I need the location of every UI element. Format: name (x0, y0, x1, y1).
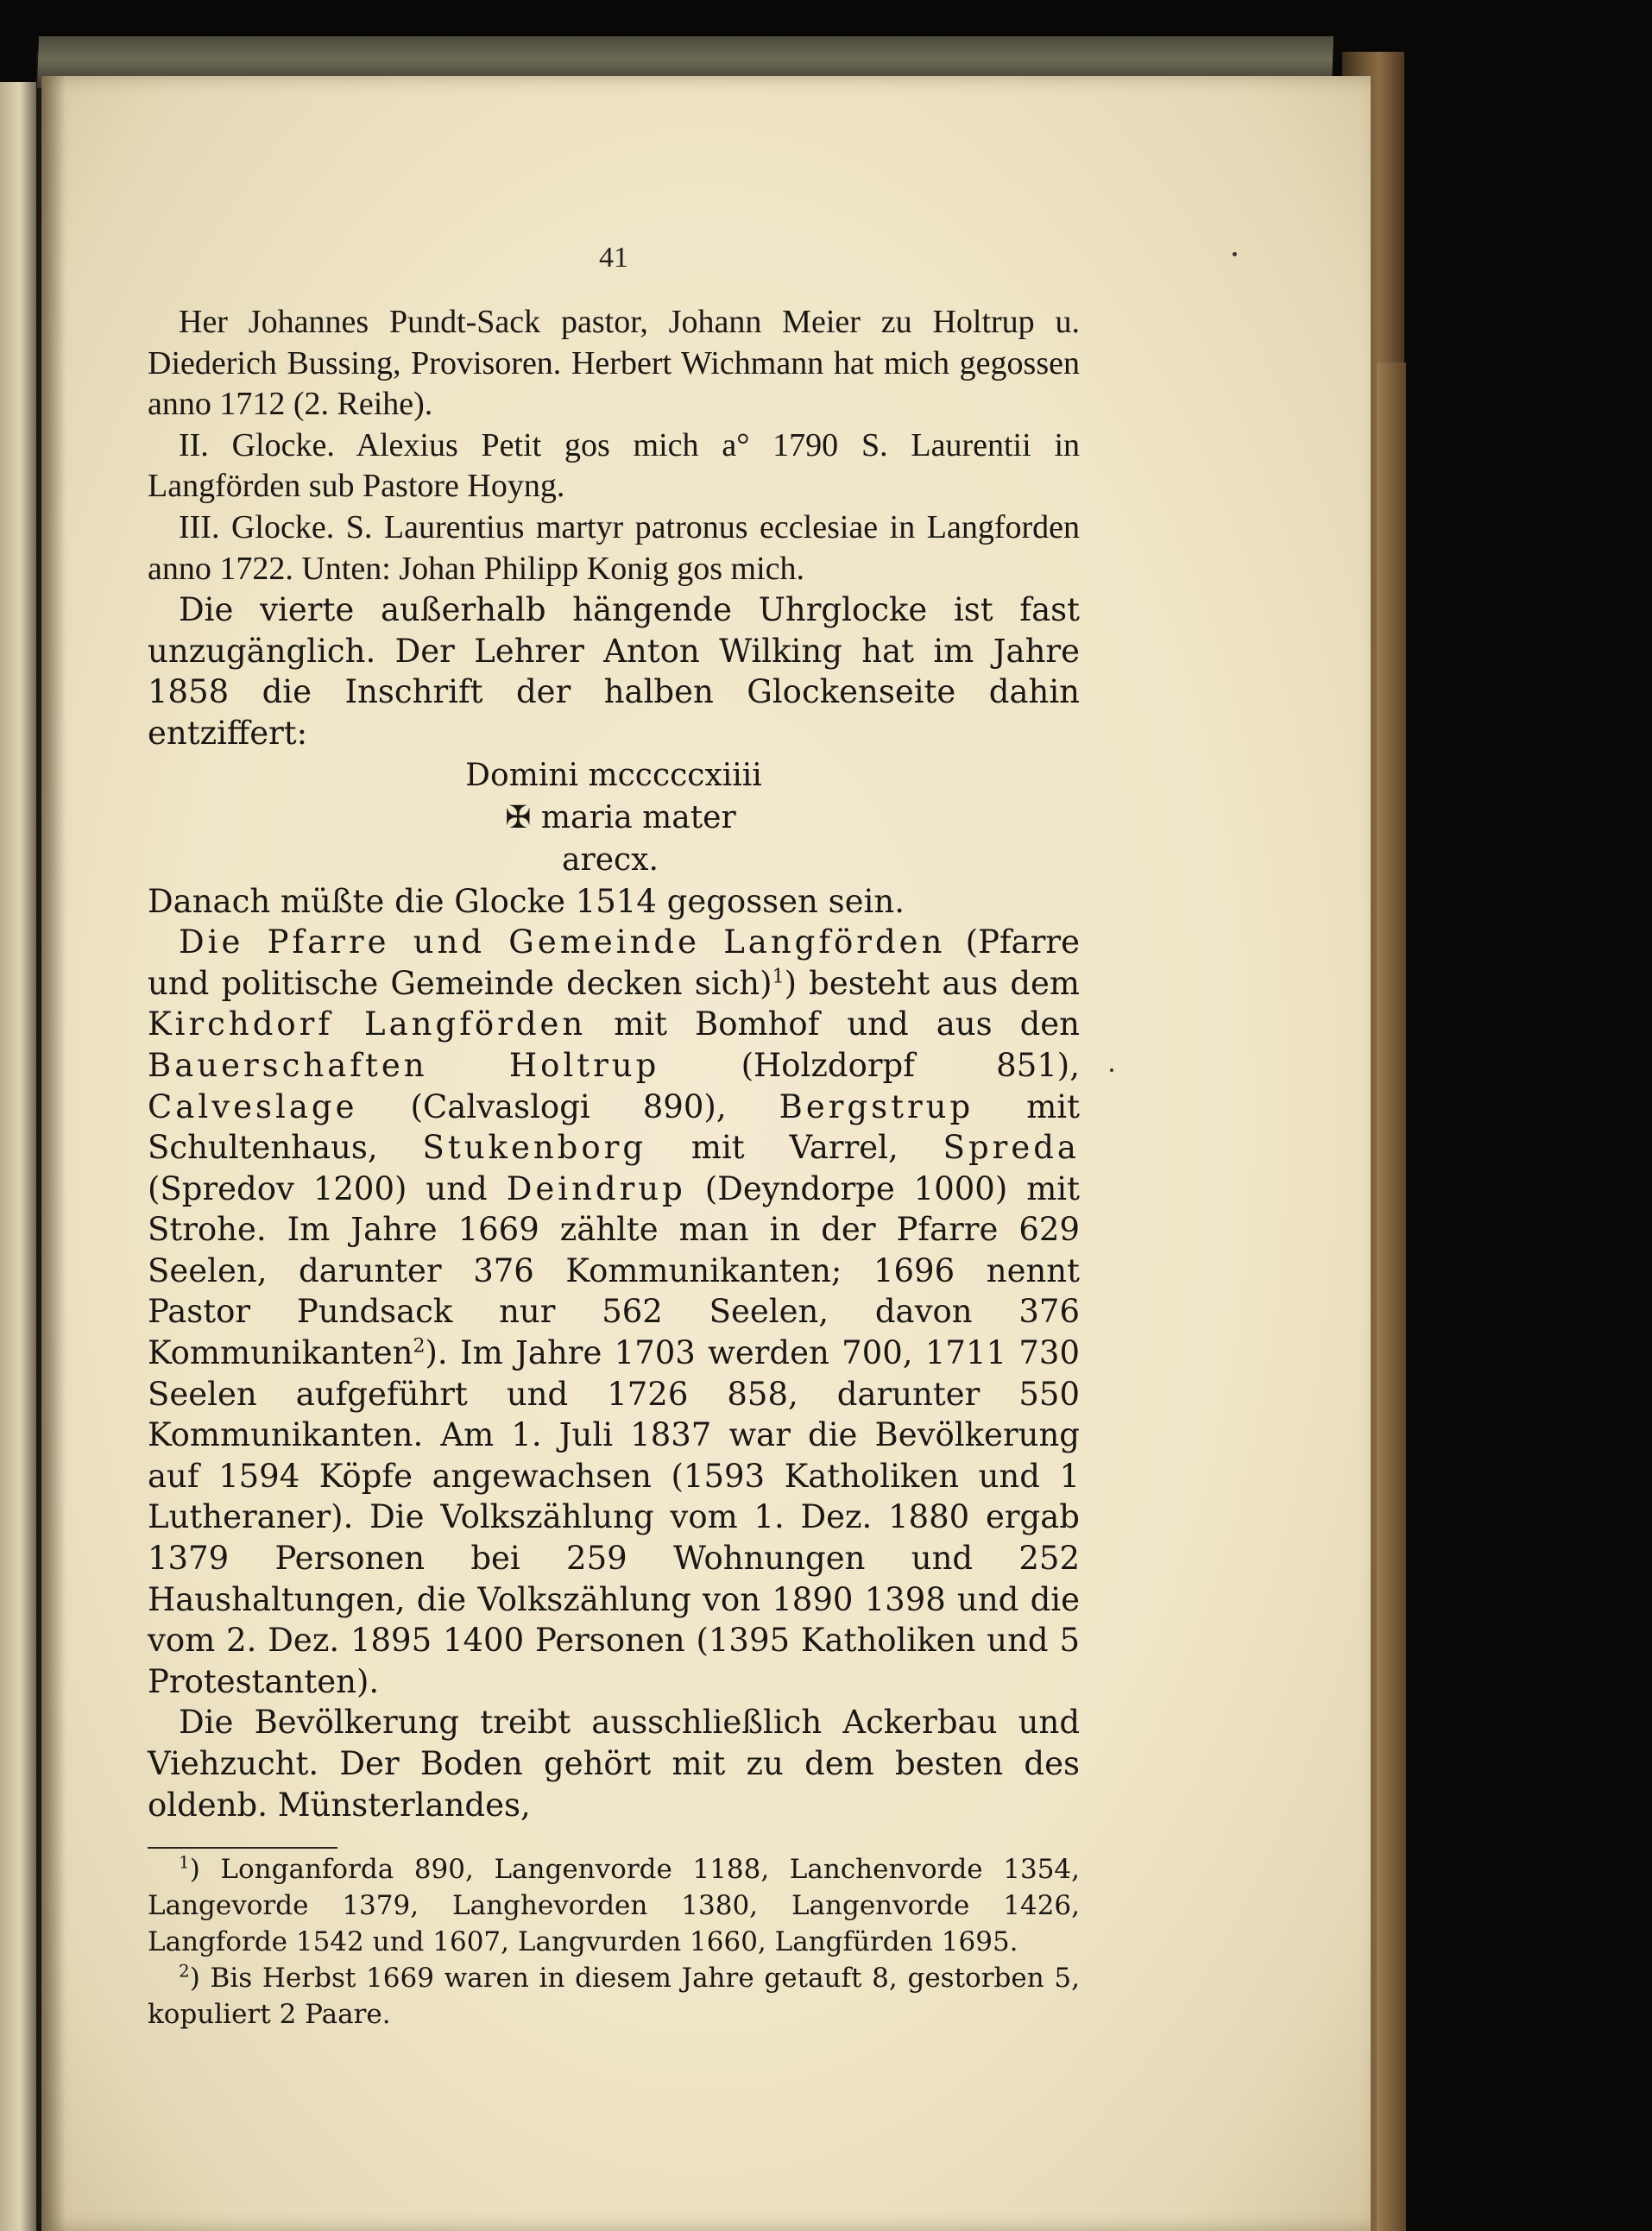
parish-part-1: (Pfarre und politische Gemeinde decken sich) (148, 923, 1080, 1002)
paper-speck (1110, 1068, 1113, 1072)
parish-kirchdorf: Kirchdorf Langförden (148, 1005, 587, 1043)
parish-lead: Die Pfarre und Gemeinde Langförden (179, 923, 946, 961)
parish-deindrup: Deindrup (506, 1169, 686, 1207)
parish-spreda: Spreda (943, 1129, 1080, 1167)
parish-part-5: (Calvaslogi 890), (410, 1087, 727, 1125)
footnotes (148, 1851, 1080, 2032)
footnote-ref-2: 2 (413, 1335, 426, 1358)
footnote-1-text: ) Longanforda 890, Langenvorde 1188, Lanchenvorde 1354, Langevorde 1379, Langhevorden 1380, Langenvorde 1426, Langforde 1542 und 1607, Langvurden 1660, Langfürden 1695. (148, 1854, 1080, 1957)
footnote-1 (148, 1851, 1080, 1960)
paragraph-second-bell: II. Glocke. Alexius Petit gos mich a° 1790 S. Laurentii in Langförden sub Pastore Hoyng. (148, 426, 1080, 505)
footnote-1-mark: 1 (179, 1851, 190, 1873)
parish-holtrup: Holtrup (508, 1046, 660, 1084)
bell-inscription (148, 754, 1080, 881)
parish-part-8: (Spredov 1200) und (148, 1169, 488, 1207)
footnote-divider (148, 1847, 337, 1849)
parish-part-7: mit Varrel, (690, 1129, 899, 1167)
parish-calveslage: Calveslage (148, 1087, 358, 1125)
book-cover-edge-inner (1377, 362, 1406, 2231)
parish-part-6: mit Schultenhaus, (148, 1087, 1081, 1167)
parish-part-2: besteht aus dem (809, 964, 1080, 1002)
body-text (148, 302, 1080, 1825)
parish-part-3: mit Bomhof und aus den (614, 1005, 1080, 1043)
paragraph-agriculture: Die Bevölkerung treibt ausschließlich Ackerbau und Viehzucht. Der Boden gehört mit zu dem besten des oldenb. Münsterlandes, (148, 1704, 1080, 1824)
parish-bergstrup: Bergstrup (779, 1087, 974, 1125)
inscription-line-1: Domini mcccccxiiii (465, 757, 762, 793)
left-page-edge (0, 82, 36, 2231)
page-fold-shadow (41, 76, 66, 2231)
parish-part-10: ). Im Jahre 1703 werden 700, 1711 730 Seelen aufgeführt und 1726 858, darunter 550 Kommunikanten. Am 1. Juli 1837 war die Bevölkerung auf 1594 Köpfe angewachsen (1593 Katholiken und 1 Lutheraner). Die Volkszählung vom 1. Dez. 1880 ergab 1379 Personen bei 259 Wohnungen und 252 Haushaltungen, die Volkszählung von 1890 1398 und die vom 2. Dez. 1895 1400 Personen (1395 Katholiken und 5 Protestanten). (148, 1334, 1080, 1700)
page-number: 41 (599, 242, 628, 274)
parish-stukenborg: Stukenborg (422, 1129, 647, 1167)
paper-speck (1233, 252, 1237, 256)
footnote-2-mark: 2 (179, 1960, 190, 1982)
parish-part-9: (Deyndorpe 1000) mit Strohe. Im Jahre 1669 zählte man in der Pfarre 629 Seelen, darunter 376 Kommunikanten; 1696 nennt Pastor Pundsack nur 562 Seelen, davon 376 Kommunikanten (148, 1169, 1081, 1372)
paragraph-fourth-bell: Die vierte außerhalb hängende Uhrglocke ist fast unzugänglich. Der Lehrer Anton Wilking hat im Jahre 1858 die Inschrift der halben Glockenseite dahin entziffert: (148, 591, 1080, 752)
footnote-2 (148, 1960, 1080, 2032)
parish-bauerschaften: Bauerschaften (148, 1046, 428, 1084)
paragraph-bell-inscription: Her Johannes Pundt-Sack pastor, Johann Meier zu Holtrup u. Diederich Bussing, Provisoren. Herbert Wichmann hat mich gegossen anno 1712 (2. Reihe). (148, 304, 1080, 423)
footnote-ref-1: 1 (772, 966, 785, 988)
paragraph-casting-date: Danach müßte die Glocke 1514 gegossen sein. (148, 882, 905, 920)
paragraph-parish: Die Pfarre und Gemeinde Langförden (Pfarre und politische Gemeinde decken sich)$^1$) besteht aus dem Kirchdorf Langförden mit Bomhof und aus den Bauerschaften Holtrup (Holzdorpf 851), Calveslage (Calvaslogi 890), Bergstrup mit Schultenhaus, Stukenborg mit Varrel, Spreda (Spredov 1200) und Deindrup (Deyndorpe 1000) mit Strohe. Im Jahre 1669 zählte man in der Pfarre 629 Seelen, darunter 376 Kommunikanten; 1696 nennt Pastor Pundsack nur 562 Seelen, davon 376 Kommunikanten$^2$). Im Jahre 1703 werden 700, 1711 730 Seelen aufgeführt und 1726 858, darunter 550 Kommunikanten. Am 1. Juli 1837 war die Bevölkerung auf 1594 Köpfe angewachsen (1593 Katholiken und 1 Lutheraner). Die Volkszählung vom 1. Dez. 1880 ergab 1379 Personen bei 259 Wohnungen und 252 Haushaltungen, die Volkszählung von 1890 1398 und die vom 2. Dez. 1895 1400 Personen (1395 Katholiken und 5 Protestanten). (148, 923, 1081, 1700)
parish-part-4: (Holzdorpf 851), (741, 1046, 1080, 1084)
inscription-line-2: ✠ maria mater (505, 799, 736, 835)
paragraph-third-bell: III. Glocke. S. Laurentius martyr patronus ecclesiae in Langforden anno 1722. Unten: Johan Philipp Konig gos mich. (148, 508, 1080, 587)
inscription-line-3: arecx. (562, 841, 659, 878)
footnote-2-text: ) Bis Herbst 1669 waren in diesem Jahre getauft 8, gestorben 5, kopuliert 2 Paare. (148, 1963, 1080, 2030)
